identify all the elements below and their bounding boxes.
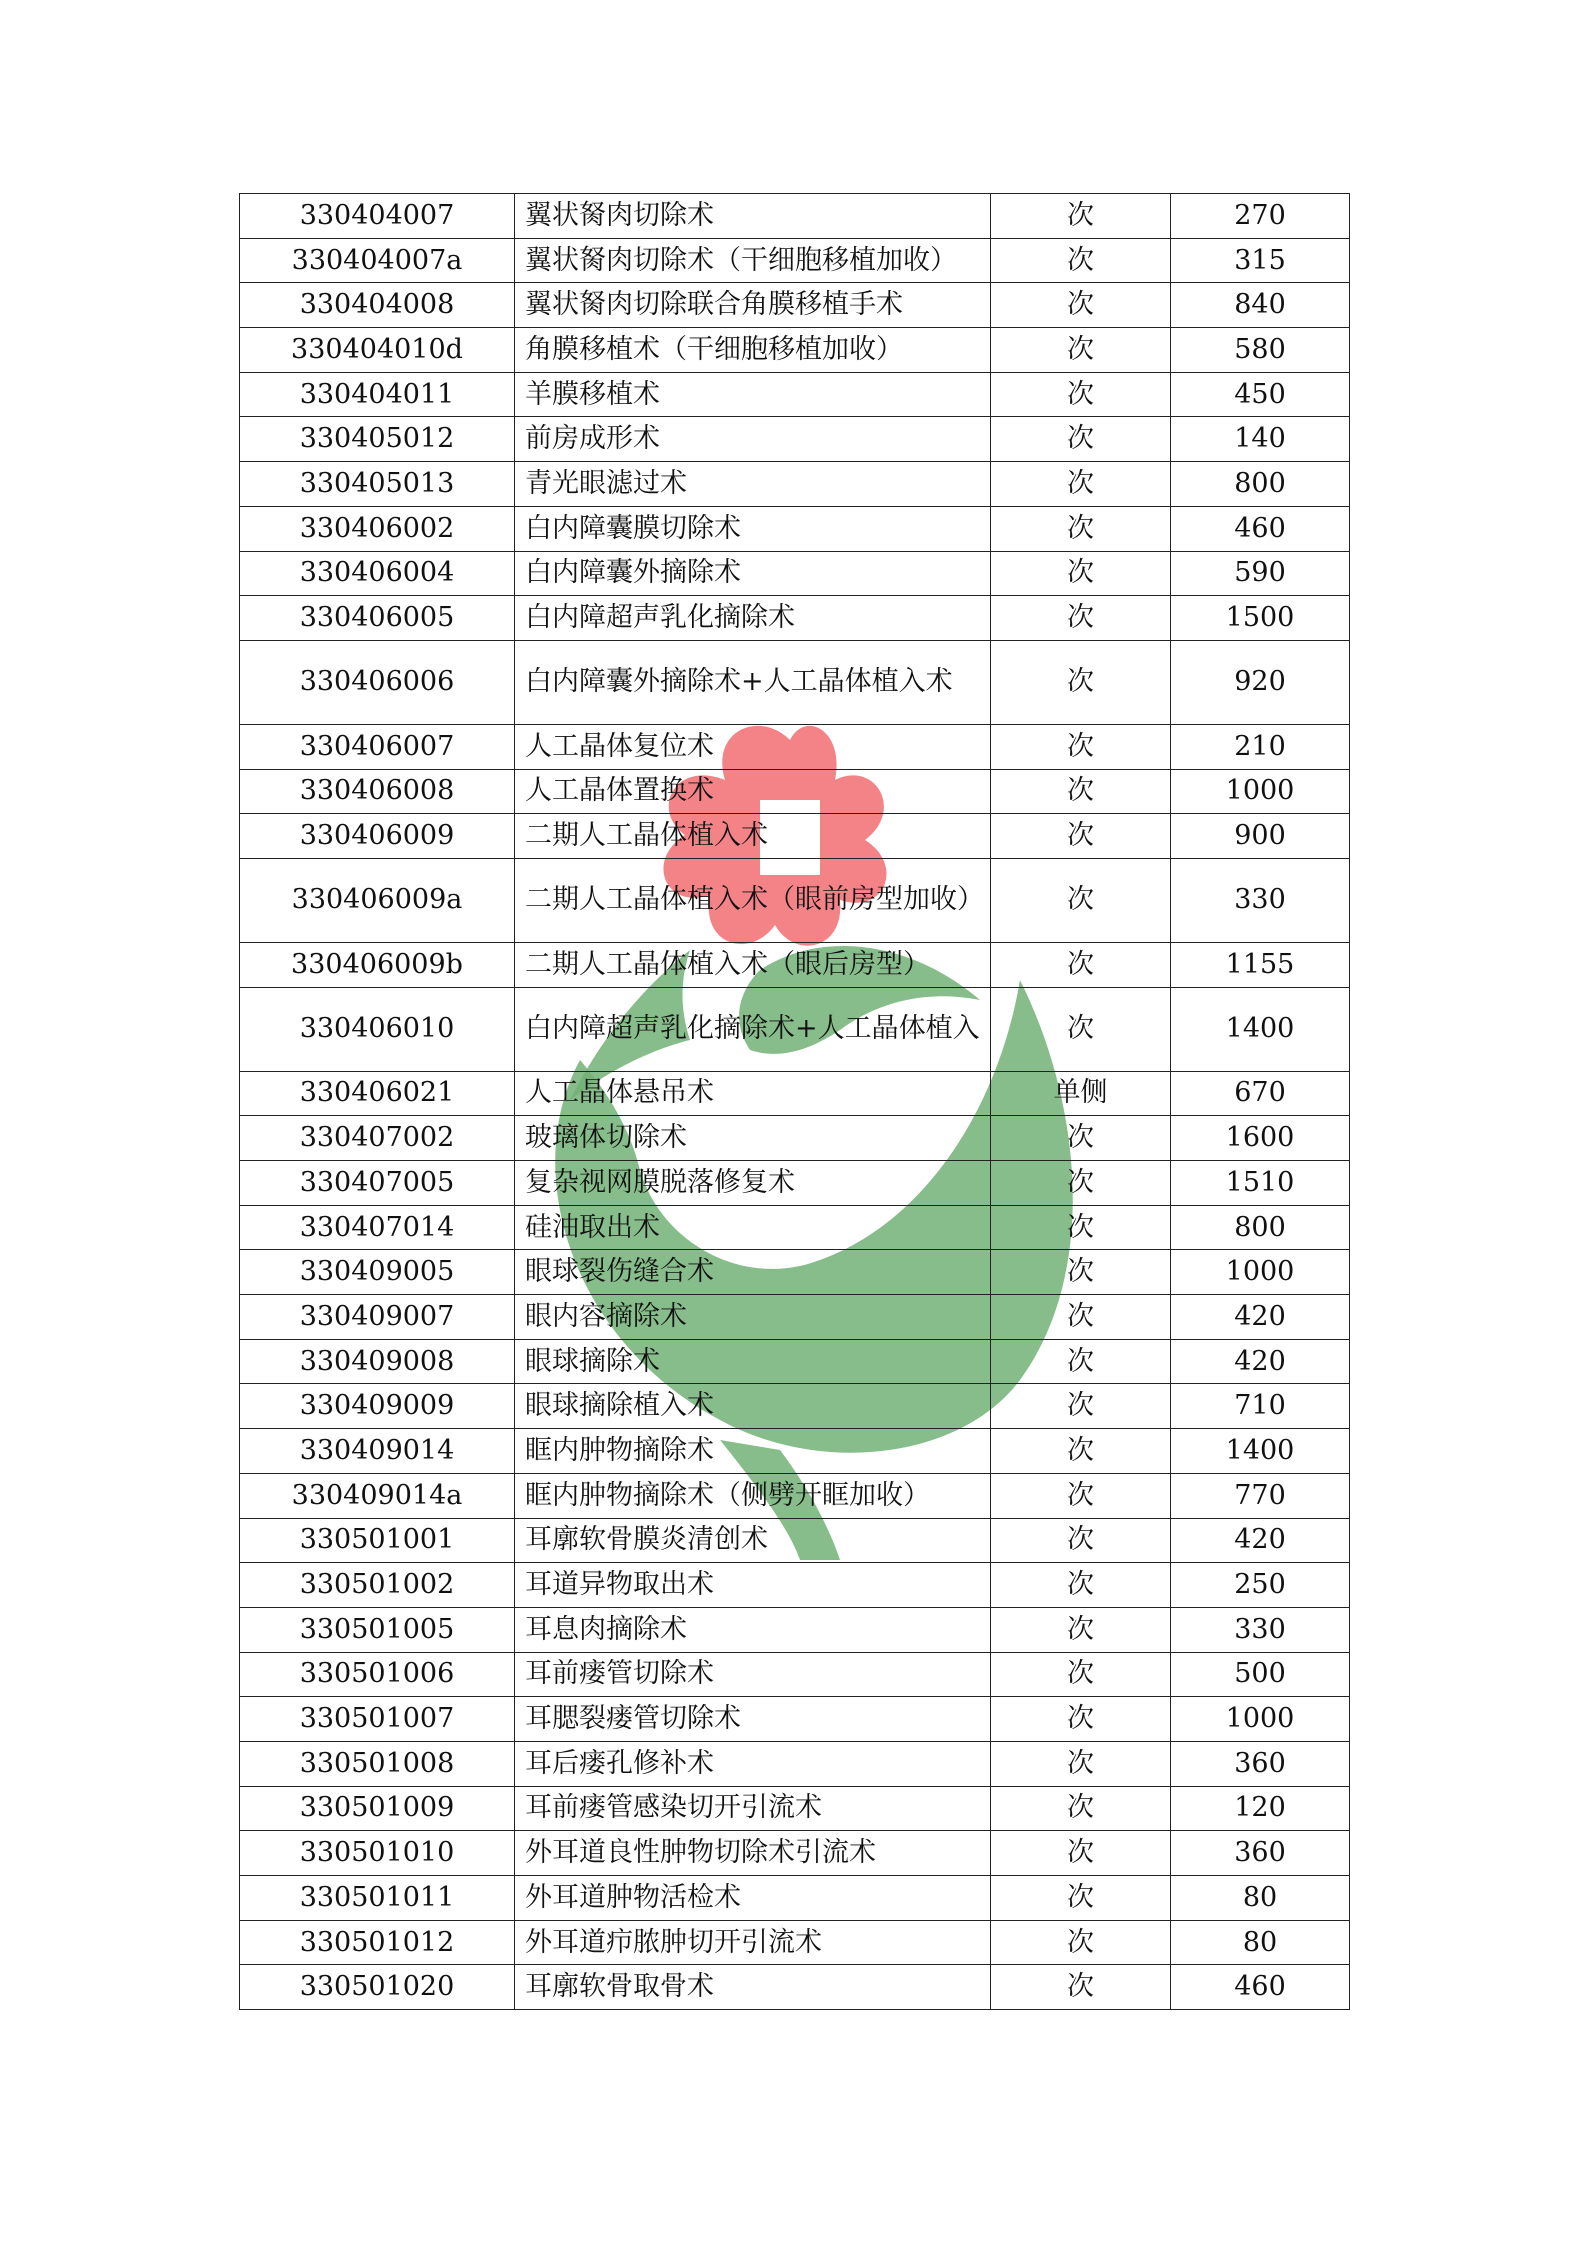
table-row (240, 1786, 1350, 1831)
unit-cell: 次 (991, 1920, 1171, 1965)
name-cell: 眼内容摘除术 (515, 1295, 991, 1340)
price-cell: 1510 (1171, 1161, 1350, 1206)
code-cell: 330501008 (240, 1741, 515, 1786)
price-cell: 360 (1171, 1741, 1350, 1786)
name-cell: 外耳道良性肿物切除术引流术 (515, 1831, 991, 1876)
code-cell: 330409009 (240, 1384, 515, 1429)
code-cell: 330409014a (240, 1473, 515, 1518)
unit-cell: 次 (991, 1876, 1171, 1921)
table-row (240, 1697, 1350, 1742)
name-cell: 白内障超声乳化摘除术 (515, 596, 991, 641)
code-cell: 330501002 (240, 1563, 515, 1608)
unit-cell: 次 (991, 724, 1171, 769)
code-cell: 330405013 (240, 462, 515, 507)
table-row (240, 640, 1350, 724)
table-row (240, 1965, 1350, 2010)
code-cell: 330405012 (240, 417, 515, 462)
name-cell: 白内障囊外摘除术+人工晶体植入术 (515, 640, 991, 724)
unit-cell: 次 (991, 596, 1171, 641)
table-row (240, 724, 1350, 769)
table-row (240, 506, 1350, 551)
code-cell: 330407014 (240, 1205, 515, 1250)
price-cell: 210 (1171, 724, 1350, 769)
unit-cell: 次 (991, 1831, 1171, 1876)
price-cell: 840 (1171, 283, 1350, 328)
price-cell: 420 (1171, 1339, 1350, 1384)
code-cell: 330501010 (240, 1831, 515, 1876)
price-cell: 800 (1171, 1205, 1350, 1250)
price-cell: 1500 (1171, 596, 1350, 641)
price-cell: 450 (1171, 372, 1350, 417)
code-cell: 330409014 (240, 1429, 515, 1474)
unit-cell: 次 (991, 640, 1171, 724)
code-cell: 330409005 (240, 1250, 515, 1295)
price-cell: 120 (1171, 1786, 1350, 1831)
unit-cell: 次 (991, 1563, 1171, 1608)
table-row (240, 417, 1350, 462)
name-cell: 二期人工晶体植入术 (515, 814, 991, 859)
name-cell: 玻璃体切除术 (515, 1116, 991, 1161)
name-cell: 白内障超声乳化摘除术+人工晶体植入 (515, 987, 991, 1071)
code-cell: 330406010 (240, 987, 515, 1071)
code-cell: 330404008 (240, 283, 515, 328)
price-cell: 800 (1171, 462, 1350, 507)
unit-cell: 次 (991, 1339, 1171, 1384)
name-cell: 眼球摘除植入术 (515, 1384, 991, 1429)
unit-cell: 次 (991, 417, 1171, 462)
unit-cell: 次 (991, 1786, 1171, 1831)
unit-cell: 次 (991, 858, 1171, 942)
name-cell: 耳腮裂瘘管切除术 (515, 1697, 991, 1742)
name-cell: 前房成形术 (515, 417, 991, 462)
unit-cell: 次 (991, 1384, 1171, 1429)
table-row (240, 1205, 1350, 1250)
price-cell: 710 (1171, 1384, 1350, 1429)
code-cell: 330406008 (240, 769, 515, 814)
code-cell: 330501009 (240, 1786, 515, 1831)
unit-cell: 次 (991, 987, 1171, 1071)
code-cell: 330406004 (240, 551, 515, 596)
table-row (240, 1652, 1350, 1697)
unit-cell: 次 (991, 1697, 1171, 1742)
name-cell: 二期人工晶体植入术（眼后房型） (515, 942, 991, 987)
code-cell: 330406005 (240, 596, 515, 641)
code-cell: 330404010d (240, 328, 515, 373)
unit-cell: 次 (991, 506, 1171, 551)
code-cell: 330406009a (240, 858, 515, 942)
code-cell: 330406002 (240, 506, 515, 551)
price-cell: 1155 (1171, 942, 1350, 987)
table-row (240, 1384, 1350, 1429)
price-cell: 1400 (1171, 1429, 1350, 1474)
price-cell: 1000 (1171, 1697, 1350, 1742)
code-cell: 330404007 (240, 194, 515, 239)
unit-cell: 次 (991, 551, 1171, 596)
unit-cell: 次 (991, 1473, 1171, 1518)
table-row (240, 1295, 1350, 1340)
price-cell: 670 (1171, 1071, 1350, 1116)
code-cell: 330501007 (240, 1697, 515, 1742)
table-row (240, 942, 1350, 987)
name-cell: 眶内肿物摘除术 (515, 1429, 991, 1474)
fee-table-body (240, 194, 1350, 2010)
unit-cell: 次 (991, 238, 1171, 283)
price-cell: 920 (1171, 640, 1350, 724)
name-cell: 耳道异物取出术 (515, 1563, 991, 1608)
name-cell: 复杂视网膜脱落修复术 (515, 1161, 991, 1206)
price-cell: 80 (1171, 1920, 1350, 1965)
table-row (240, 1071, 1350, 1116)
price-cell: 270 (1171, 194, 1350, 239)
name-cell: 羊膜移植术 (515, 372, 991, 417)
name-cell: 人工晶体悬吊术 (515, 1071, 991, 1116)
table-row (240, 1741, 1350, 1786)
code-cell: 330406006 (240, 640, 515, 724)
table-row (240, 596, 1350, 641)
unit-cell: 次 (991, 769, 1171, 814)
table-row (240, 814, 1350, 859)
code-cell: 330501012 (240, 1920, 515, 1965)
code-cell: 330404007a (240, 238, 515, 283)
unit-cell: 次 (991, 462, 1171, 507)
code-cell: 330501011 (240, 1876, 515, 1921)
name-cell: 二期人工晶体植入术（眼前房型加收） (515, 858, 991, 942)
code-cell: 330406007 (240, 724, 515, 769)
name-cell: 眼球摘除术 (515, 1339, 991, 1384)
code-cell: 330407005 (240, 1161, 515, 1206)
table-row (240, 987, 1350, 1071)
table-row (240, 1518, 1350, 1563)
name-cell: 白内障囊膜切除术 (515, 506, 991, 551)
table-row (240, 1429, 1350, 1474)
code-cell: 330409008 (240, 1339, 515, 1384)
unit-cell: 次 (991, 1965, 1171, 2010)
price-cell: 80 (1171, 1876, 1350, 1921)
price-cell: 590 (1171, 551, 1350, 596)
name-cell: 耳前瘘管切除术 (515, 1652, 991, 1697)
unit-cell: 单侧 (991, 1071, 1171, 1116)
price-cell: 330 (1171, 1607, 1350, 1652)
table-row (240, 462, 1350, 507)
name-cell: 硅油取出术 (515, 1205, 991, 1250)
price-cell: 330 (1171, 858, 1350, 942)
table-row (240, 1607, 1350, 1652)
price-cell: 420 (1171, 1518, 1350, 1563)
name-cell: 角膜移植术（干细胞移植加收） (515, 328, 991, 373)
price-cell: 1600 (1171, 1116, 1350, 1161)
name-cell: 外耳道疖脓肿切开引流术 (515, 1920, 991, 1965)
table-row (240, 238, 1350, 283)
name-cell: 耳廓软骨取骨术 (515, 1965, 991, 2010)
unit-cell: 次 (991, 1518, 1171, 1563)
table-row (240, 1831, 1350, 1876)
code-cell: 330406021 (240, 1071, 515, 1116)
price-cell: 500 (1171, 1652, 1350, 1697)
name-cell: 翼状胬肉切除联合角膜移植手术 (515, 283, 991, 328)
fee-table (239, 193, 1350, 2010)
table-row (240, 372, 1350, 417)
code-cell: 330501020 (240, 1965, 515, 2010)
price-cell: 580 (1171, 328, 1350, 373)
table-row (240, 769, 1350, 814)
price-cell: 900 (1171, 814, 1350, 859)
name-cell: 耳廓软骨膜炎清创术 (515, 1518, 991, 1563)
table-row (240, 1250, 1350, 1295)
code-cell: 330404011 (240, 372, 515, 417)
name-cell: 人工晶体复位术 (515, 724, 991, 769)
code-cell: 330501001 (240, 1518, 515, 1563)
unit-cell: 次 (991, 1429, 1171, 1474)
price-cell: 420 (1171, 1295, 1350, 1340)
unit-cell: 次 (991, 1295, 1171, 1340)
name-cell: 耳息肉摘除术 (515, 1607, 991, 1652)
price-cell: 1000 (1171, 769, 1350, 814)
unit-cell: 次 (991, 1652, 1171, 1697)
table-row (240, 858, 1350, 942)
table-row (240, 194, 1350, 239)
price-cell: 250 (1171, 1563, 1350, 1608)
code-cell: 330406009b (240, 942, 515, 987)
name-cell: 外耳道肿物活检术 (515, 1876, 991, 1921)
name-cell: 眶内肿物摘除术（侧劈开眶加收） (515, 1473, 991, 1518)
price-cell: 140 (1171, 417, 1350, 462)
table-row (240, 1920, 1350, 1965)
table-row (240, 283, 1350, 328)
name-cell: 人工晶体置换术 (515, 769, 991, 814)
table-row (240, 1116, 1350, 1161)
unit-cell: 次 (991, 328, 1171, 373)
unit-cell: 次 (991, 283, 1171, 328)
price-cell: 460 (1171, 1965, 1350, 2010)
table-row (240, 551, 1350, 596)
price-cell: 770 (1171, 1473, 1350, 1518)
name-cell: 青光眼滤过术 (515, 462, 991, 507)
table-row (240, 1339, 1350, 1384)
table-row (240, 1473, 1350, 1518)
unit-cell: 次 (991, 1741, 1171, 1786)
unit-cell: 次 (991, 1205, 1171, 1250)
price-cell: 1400 (1171, 987, 1350, 1071)
unit-cell: 次 (991, 372, 1171, 417)
unit-cell: 次 (991, 194, 1171, 239)
name-cell: 白内障囊外摘除术 (515, 551, 991, 596)
code-cell: 330501006 (240, 1652, 515, 1697)
table-row (240, 1563, 1350, 1608)
unit-cell: 次 (991, 1161, 1171, 1206)
table-row (240, 328, 1350, 373)
table-row (240, 1876, 1350, 1921)
unit-cell: 次 (991, 1250, 1171, 1295)
price-cell: 460 (1171, 506, 1350, 551)
code-cell: 330409007 (240, 1295, 515, 1340)
code-cell: 330407002 (240, 1116, 515, 1161)
code-cell: 330501005 (240, 1607, 515, 1652)
name-cell: 翼状胬肉切除术（干细胞移植加收） (515, 238, 991, 283)
unit-cell: 次 (991, 942, 1171, 987)
unit-cell: 次 (991, 814, 1171, 859)
code-cell: 330406009 (240, 814, 515, 859)
name-cell: 耳后瘘孔修补术 (515, 1741, 991, 1786)
unit-cell: 次 (991, 1116, 1171, 1161)
name-cell: 翼状胬肉切除术 (515, 194, 991, 239)
price-cell: 315 (1171, 238, 1350, 283)
price-cell: 1000 (1171, 1250, 1350, 1295)
name-cell: 眼球裂伤缝合术 (515, 1250, 991, 1295)
price-cell: 360 (1171, 1831, 1350, 1876)
name-cell: 耳前瘘管感染切开引流术 (515, 1786, 991, 1831)
unit-cell: 次 (991, 1607, 1171, 1652)
table-row (240, 1161, 1350, 1206)
